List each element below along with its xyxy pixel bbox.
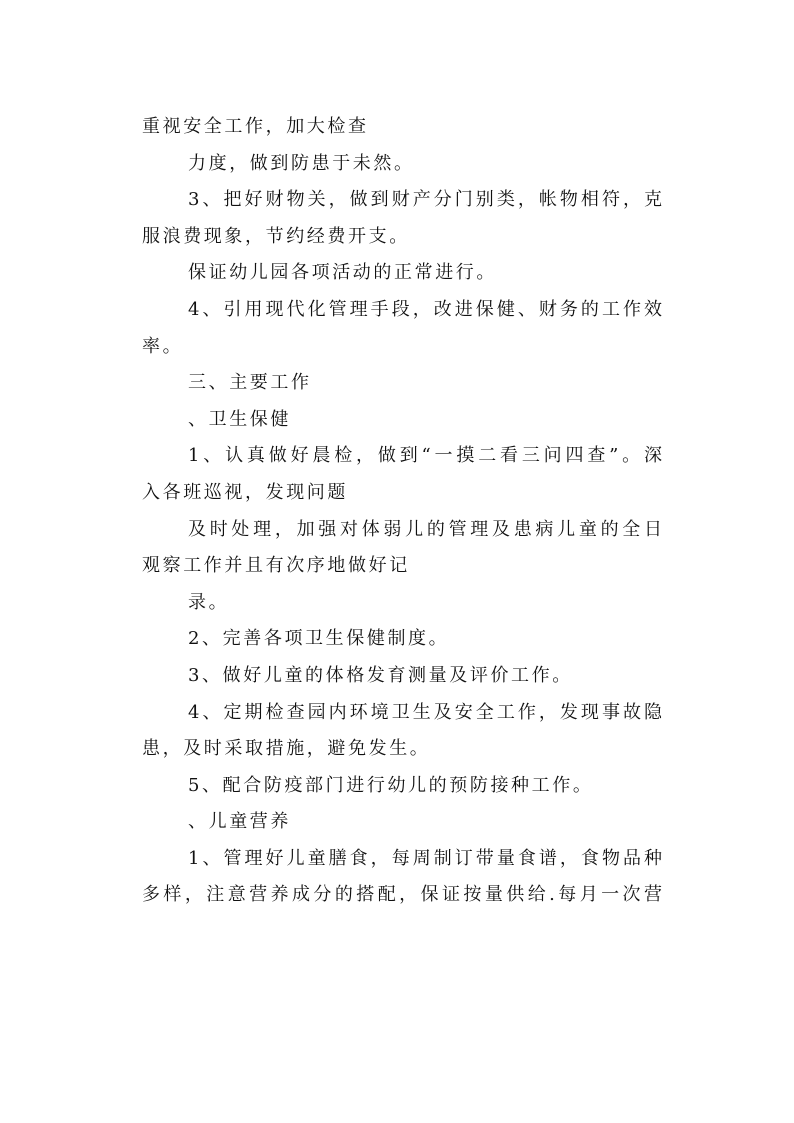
text-line: 3、做好儿童的体格发育测量及评价工作。	[188, 664, 573, 686]
text-line: 力度，做到防患于未然。	[188, 152, 415, 174]
text-line: 4、定期检查园内环境卫生及安全工作，发现事故隐	[188, 701, 662, 723]
text-line: 患，及时采取措施，避免发生。	[142, 738, 431, 760]
text-line: 三、主要工作	[188, 372, 312, 394]
text-line: 、儿童营养	[188, 811, 291, 833]
text-line: 率。	[142, 335, 184, 357]
text-line: 及时处理，加强对体弱儿的管理及患病儿童的全日	[188, 518, 662, 540]
text-line: 录。	[188, 591, 230, 613]
text-line: 2、完善各项卫生保健制度。	[188, 628, 450, 650]
text-line: 保证幼儿园各项活动的正常进行。	[188, 262, 497, 284]
text-line: 重视安全工作，加大检查	[142, 116, 369, 137]
text-line: 多样，注意营养成分的搭配，保证按量供给.每月一次营	[142, 884, 662, 906]
text-line: 入各班巡视，发现问题	[142, 481, 348, 503]
document-body	[142, 112, 662, 917]
text-line: 5、配合防疫部门进行幼儿的预防接种工作。	[188, 774, 594, 796]
text-line: 4、引用现代化管理手段，改进保健、财务的工作效	[188, 298, 662, 320]
text-line: 观察工作并且有次序地做好记	[142, 555, 410, 577]
text-line: 、卫生保健	[188, 408, 291, 430]
text-line: 3、把好财物关，做到财产分门别类，帐物相符，克	[188, 189, 662, 211]
text-line: 1、管理好儿童膳食，每周制订带量食谱，食物品种	[188, 847, 662, 869]
text-line: 1、认真做好晨检，做到“一摸二看三问四查”。深	[188, 445, 662, 467]
text-line: 服浪费现象，节约经费开支。	[142, 225, 410, 247]
